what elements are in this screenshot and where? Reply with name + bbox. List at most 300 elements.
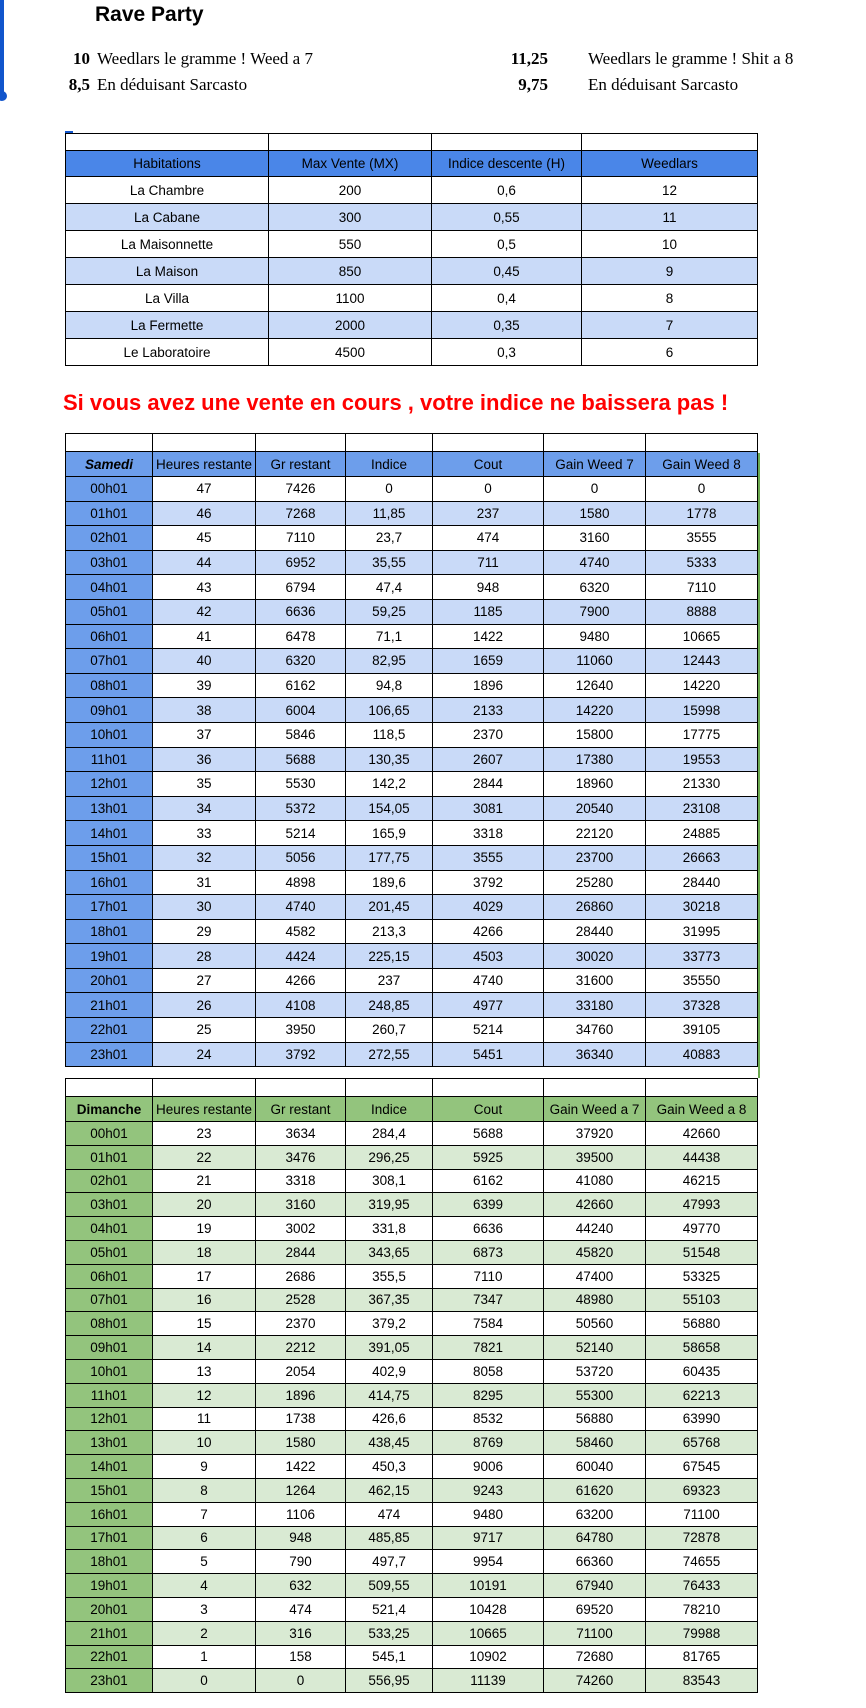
empty-cell[interactable]	[256, 1079, 346, 1097]
value-cell[interactable]: 35,55	[346, 550, 433, 575]
value-cell[interactable]: 6478	[256, 624, 346, 649]
value-cell[interactable]: 64780	[544, 1526, 646, 1550]
hour-cell[interactable]: 07h01	[66, 1288, 153, 1312]
value-cell[interactable]: 43	[153, 575, 256, 600]
value-cell[interactable]: 10428	[433, 1597, 544, 1621]
value-cell[interactable]: 23700	[544, 845, 646, 870]
hour-cell[interactable]: 08h01	[66, 1312, 153, 1336]
value-cell[interactable]: 4582	[256, 919, 346, 944]
value-cell[interactable]: 34	[153, 796, 256, 821]
value-cell[interactable]: 25280	[544, 870, 646, 895]
value-cell[interactable]: 37328	[646, 993, 758, 1018]
hour-cell[interactable]: 21h01	[66, 993, 153, 1018]
value-cell[interactable]: 74655	[646, 1550, 758, 1574]
value-cell[interactable]: 3318	[256, 1169, 346, 1193]
hour-cell[interactable]: 19h01	[66, 1574, 153, 1598]
hour-cell[interactable]: 05h01	[66, 599, 153, 624]
value-cell[interactable]: 6162	[256, 673, 346, 698]
value-cell[interactable]: 0	[544, 477, 646, 502]
value-cell[interactable]: 2607	[433, 747, 544, 772]
value-cell[interactable]: 2844	[256, 1240, 346, 1264]
value-cell[interactable]: 379,2	[346, 1312, 433, 1336]
value-cell[interactable]: 37	[153, 722, 256, 747]
value-cell[interactable]: 8	[153, 1478, 256, 1502]
hour-cell[interactable]: 07h01	[66, 649, 153, 674]
column-header[interactable]: Cout	[433, 452, 544, 477]
empty-cell[interactable]	[544, 1079, 646, 1097]
value-cell[interactable]: 31995	[646, 919, 758, 944]
hour-cell[interactable]: 20h01	[66, 968, 153, 993]
value-cell[interactable]: 260,7	[346, 1018, 433, 1043]
value-cell[interactable]: 7426	[256, 477, 346, 502]
empty-cell[interactable]	[346, 1079, 433, 1097]
value-cell[interactable]: 0,4	[432, 285, 582, 312]
value-cell[interactable]: 40	[153, 649, 256, 674]
value-cell[interactable]: 31	[153, 870, 256, 895]
value-cell[interactable]: 50560	[544, 1312, 646, 1336]
value-cell[interactable]: La Villa	[66, 285, 269, 312]
value-cell[interactable]: 18	[153, 1240, 256, 1264]
value-cell[interactable]: 21	[153, 1169, 256, 1193]
value-cell[interactable]: 59,25	[346, 599, 433, 624]
empty-cell[interactable]	[153, 434, 256, 452]
value-cell[interactable]: 200	[269, 177, 432, 204]
value-cell[interactable]: 0	[646, 477, 758, 502]
value-cell[interactable]: 24	[153, 1042, 256, 1067]
value-cell[interactable]: 16	[153, 1288, 256, 1312]
value-cell[interactable]: La Cabane	[66, 204, 269, 231]
value-cell[interactable]: 55300	[544, 1383, 646, 1407]
hour-cell[interactable]: 23h01	[66, 1669, 153, 1693]
value-cell[interactable]: 4503	[433, 944, 544, 969]
hour-cell[interactable]: 10h01	[66, 722, 153, 747]
value-cell[interactable]: Le Laboratoire	[66, 339, 269, 366]
value-cell[interactable]: 4500	[269, 339, 432, 366]
column-header[interactable]: Max Vente (MX)	[269, 151, 432, 177]
value-cell[interactable]: 5925	[433, 1145, 544, 1169]
value-cell[interactable]: 402,9	[346, 1359, 433, 1383]
value-cell[interactable]: 56880	[544, 1407, 646, 1431]
value-cell[interactable]: 14220	[646, 673, 758, 698]
value-cell[interactable]: 42660	[646, 1122, 758, 1146]
empty-cell[interactable]	[66, 134, 269, 151]
value-cell[interactable]: 74260	[544, 1669, 646, 1693]
column-header[interactable]: Gain Weed 8	[646, 452, 758, 477]
value-cell[interactable]: 17	[153, 1264, 256, 1288]
empty-cell[interactable]	[269, 134, 432, 151]
value-cell[interactable]: 39	[153, 673, 256, 698]
value-cell[interactable]: 106,65	[346, 698, 433, 723]
value-cell[interactable]: 14220	[544, 698, 646, 723]
value-cell[interactable]: 7821	[433, 1336, 544, 1360]
hour-cell[interactable]: 11h01	[66, 747, 153, 772]
value-cell[interactable]: 7110	[256, 526, 346, 551]
value-cell[interactable]: 201,45	[346, 895, 433, 920]
value-cell[interactable]: 53325	[646, 1264, 758, 1288]
value-cell[interactable]: 474	[346, 1502, 433, 1526]
value-cell[interactable]: 69520	[544, 1597, 646, 1621]
value-cell[interactable]: 8295	[433, 1383, 544, 1407]
hour-cell[interactable]: 13h01	[66, 796, 153, 821]
value-cell[interactable]: 2000	[269, 312, 432, 339]
value-cell[interactable]: 26663	[646, 845, 758, 870]
hour-cell[interactable]: 03h01	[66, 1193, 153, 1217]
value-cell[interactable]: 790	[256, 1550, 346, 1574]
column-header[interactable]: Indice	[346, 452, 433, 477]
value-cell[interactable]: 19553	[646, 747, 758, 772]
hour-cell[interactable]: 04h01	[66, 1217, 153, 1241]
value-cell[interactable]: 272,55	[346, 1042, 433, 1067]
value-cell[interactable]: 17380	[544, 747, 646, 772]
value-cell[interactable]: 300	[269, 204, 432, 231]
column-header[interactable]: Indice	[346, 1097, 433, 1122]
value-cell[interactable]: 34760	[544, 1018, 646, 1043]
value-cell[interactable]: 58460	[544, 1431, 646, 1455]
hour-cell[interactable]: 12h01	[66, 772, 153, 797]
value-cell[interactable]: 69323	[646, 1478, 758, 1502]
value-cell[interactable]: 0	[256, 1669, 346, 1693]
hour-cell[interactable]: 13h01	[66, 1431, 153, 1455]
empty-cell[interactable]	[66, 434, 153, 452]
value-cell[interactable]: 11,85	[346, 501, 433, 526]
value-cell[interactable]: 39500	[544, 1145, 646, 1169]
value-cell[interactable]: 1422	[256, 1455, 346, 1479]
value-cell[interactable]: 27	[153, 968, 256, 993]
value-cell[interactable]: 7900	[544, 599, 646, 624]
value-cell[interactable]: 51548	[646, 1240, 758, 1264]
value-cell[interactable]: 3555	[646, 526, 758, 551]
column-header[interactable]: Gr restant	[256, 1097, 346, 1122]
value-cell[interactable]: 9006	[433, 1455, 544, 1479]
value-cell[interactable]: 55103	[646, 1288, 758, 1312]
value-cell[interactable]: 60435	[646, 1359, 758, 1383]
hour-cell[interactable]: 09h01	[66, 698, 153, 723]
value-cell[interactable]: 23	[153, 1122, 256, 1146]
hour-cell[interactable]: 00h01	[66, 1122, 153, 1146]
value-cell[interactable]: 7584	[433, 1312, 544, 1336]
value-cell[interactable]: 308,1	[346, 1169, 433, 1193]
value-cell[interactable]: 6636	[256, 599, 346, 624]
value-cell[interactable]: 1896	[433, 673, 544, 698]
value-cell[interactable]: 71100	[646, 1502, 758, 1526]
empty-cell[interactable]	[432, 134, 582, 151]
value-cell[interactable]: 3792	[433, 870, 544, 895]
column-header[interactable]: Gain Weed a 8	[646, 1097, 758, 1122]
value-cell[interactable]: 5	[153, 1550, 256, 1574]
value-cell[interactable]: 0	[153, 1669, 256, 1693]
hour-cell[interactable]: 16h01	[66, 870, 153, 895]
value-cell[interactable]: 6952	[256, 550, 346, 575]
value-cell[interactable]: 83543	[646, 1669, 758, 1693]
value-cell[interactable]: 41	[153, 624, 256, 649]
value-cell[interactable]: 21330	[646, 772, 758, 797]
value-cell[interactable]: 47993	[646, 1193, 758, 1217]
value-cell[interactable]: 52140	[544, 1336, 646, 1360]
value-cell[interactable]: 9480	[544, 624, 646, 649]
value-cell[interactable]: 19	[153, 1217, 256, 1241]
value-cell[interactable]: 17775	[646, 722, 758, 747]
hour-cell[interactable]: 17h01	[66, 895, 153, 920]
empty-cell[interactable]	[153, 1079, 256, 1097]
value-cell[interactable]: 46215	[646, 1169, 758, 1193]
hour-cell[interactable]: 18h01	[66, 919, 153, 944]
value-cell[interactable]: 26	[153, 993, 256, 1018]
value-cell[interactable]: 948	[256, 1526, 346, 1550]
hour-cell[interactable]: 01h01	[66, 501, 153, 526]
column-header[interactable]: Habitations	[66, 151, 269, 177]
value-cell[interactable]: 0,3	[432, 339, 582, 366]
value-cell[interactable]: 53720	[544, 1359, 646, 1383]
value-cell[interactable]: 37920	[544, 1122, 646, 1146]
value-cell[interactable]: 225,15	[346, 944, 433, 969]
empty-cell[interactable]	[433, 434, 544, 452]
value-cell[interactable]: 296,25	[346, 1145, 433, 1169]
value-cell[interactable]: 177,75	[346, 845, 433, 870]
value-cell[interactable]: 28440	[646, 870, 758, 895]
value-cell[interactable]: La Chambre	[66, 177, 269, 204]
value-cell[interactable]: 3476	[256, 1145, 346, 1169]
value-cell[interactable]: 9	[153, 1455, 256, 1479]
value-cell[interactable]: 237	[346, 968, 433, 993]
value-cell[interactable]: 7110	[433, 1264, 544, 1288]
value-cell[interactable]: 10	[153, 1431, 256, 1455]
value-cell[interactable]: 474	[433, 526, 544, 551]
value-cell[interactable]: 2370	[256, 1312, 346, 1336]
value-cell[interactable]: 4029	[433, 895, 544, 920]
value-cell[interactable]: 1264	[256, 1478, 346, 1502]
value-cell[interactable]: 1778	[646, 501, 758, 526]
value-cell[interactable]: 0,5	[432, 231, 582, 258]
value-cell[interactable]: 28	[153, 944, 256, 969]
hour-cell[interactable]: 21h01	[66, 1621, 153, 1645]
value-cell[interactable]: La Fermette	[66, 312, 269, 339]
value-cell[interactable]: 5214	[433, 1018, 544, 1043]
value-cell[interactable]: 31600	[544, 968, 646, 993]
value-cell[interactable]: 15800	[544, 722, 646, 747]
value-cell[interactable]: 76433	[646, 1574, 758, 1598]
value-cell[interactable]: 71,1	[346, 624, 433, 649]
value-cell[interactable]: 1580	[544, 501, 646, 526]
value-cell[interactable]: 9243	[433, 1478, 544, 1502]
value-cell[interactable]: 44	[153, 550, 256, 575]
value-cell[interactable]: 142,2	[346, 772, 433, 797]
value-cell[interactable]: 1	[153, 1645, 256, 1669]
value-cell[interactable]: 36	[153, 747, 256, 772]
value-cell[interactable]: 11060	[544, 649, 646, 674]
value-cell[interactable]: 25	[153, 1018, 256, 1043]
value-cell[interactable]: 509,55	[346, 1574, 433, 1598]
value-cell[interactable]: 521,4	[346, 1597, 433, 1621]
value-cell[interactable]: 474	[256, 1597, 346, 1621]
value-cell[interactable]: 10	[582, 231, 758, 258]
value-cell[interactable]: 13	[153, 1359, 256, 1383]
value-cell[interactable]: 9	[582, 258, 758, 285]
value-cell[interactable]: 0,6	[432, 177, 582, 204]
value-cell[interactable]: 3634	[256, 1122, 346, 1146]
hour-cell[interactable]: 02h01	[66, 1169, 153, 1193]
value-cell[interactable]: 8058	[433, 1359, 544, 1383]
hour-cell[interactable]: 20h01	[66, 1597, 153, 1621]
value-cell[interactable]: 414,75	[346, 1383, 433, 1407]
value-cell[interactable]: 316	[256, 1621, 346, 1645]
value-cell[interactable]: 4424	[256, 944, 346, 969]
value-cell[interactable]: 60040	[544, 1455, 646, 1479]
value-cell[interactable]: 3160	[544, 526, 646, 551]
value-cell[interactable]: 12	[153, 1383, 256, 1407]
value-cell[interactable]: 6320	[256, 649, 346, 674]
empty-cell[interactable]	[544, 434, 646, 452]
value-cell[interactable]: 632	[256, 1574, 346, 1598]
value-cell[interactable]: 35	[153, 772, 256, 797]
value-cell[interactable]: 12443	[646, 649, 758, 674]
value-cell[interactable]: 4740	[256, 895, 346, 920]
value-cell[interactable]: 426,6	[346, 1407, 433, 1431]
value-cell[interactable]: 30218	[646, 895, 758, 920]
value-cell[interactable]: 10902	[433, 1645, 544, 1669]
value-cell[interactable]: 8888	[646, 599, 758, 624]
value-cell[interactable]: 2370	[433, 722, 544, 747]
value-cell[interactable]: 3318	[433, 821, 544, 846]
value-cell[interactable]: 5333	[646, 550, 758, 575]
value-cell[interactable]: 485,85	[346, 1526, 433, 1550]
value-cell[interactable]: 533,25	[346, 1621, 433, 1645]
value-cell[interactable]: 28440	[544, 919, 646, 944]
value-cell[interactable]: 3792	[256, 1042, 346, 1067]
value-cell[interactable]: 72680	[544, 1645, 646, 1669]
empty-cell[interactable]	[646, 434, 758, 452]
value-cell[interactable]: 556,95	[346, 1669, 433, 1693]
hour-cell[interactable]: 03h01	[66, 550, 153, 575]
value-cell[interactable]: 22	[153, 1145, 256, 1169]
value-cell[interactable]: 47400	[544, 1264, 646, 1288]
value-cell[interactable]: 11	[582, 204, 758, 231]
value-cell[interactable]: 3160	[256, 1193, 346, 1217]
value-cell[interactable]: 6320	[544, 575, 646, 600]
value-cell[interactable]: 4898	[256, 870, 346, 895]
value-cell[interactable]: 6636	[433, 1217, 544, 1241]
value-cell[interactable]: 3	[153, 1597, 256, 1621]
value-cell[interactable]: 711	[433, 550, 544, 575]
column-header[interactable]: Gr restant	[256, 452, 346, 477]
value-cell[interactable]: 44240	[544, 1217, 646, 1241]
day-label[interactable]: Dimanche	[66, 1097, 153, 1122]
value-cell[interactable]: 1185	[433, 599, 544, 624]
value-cell[interactable]: 1659	[433, 649, 544, 674]
value-cell[interactable]: 4740	[433, 968, 544, 993]
value-cell[interactable]: 15998	[646, 698, 758, 723]
hour-cell[interactable]: 18h01	[66, 1550, 153, 1574]
hour-cell[interactable]: 12h01	[66, 1407, 153, 1431]
value-cell[interactable]: 12640	[544, 673, 646, 698]
value-cell[interactable]: 3002	[256, 1217, 346, 1241]
value-cell[interactable]: 6	[582, 339, 758, 366]
value-cell[interactable]: 7110	[646, 575, 758, 600]
value-cell[interactable]: 7	[582, 312, 758, 339]
value-cell[interactable]: 72878	[646, 1526, 758, 1550]
value-cell[interactable]: 2	[153, 1621, 256, 1645]
value-cell[interactable]: 6162	[433, 1169, 544, 1193]
day-label[interactable]: Samedi	[66, 452, 153, 477]
hour-cell[interactable]: 01h01	[66, 1145, 153, 1169]
value-cell[interactable]: 44438	[646, 1145, 758, 1169]
value-cell[interactable]: 6873	[433, 1240, 544, 1264]
value-cell[interactable]: 0	[346, 477, 433, 502]
value-cell[interactable]: 26860	[544, 895, 646, 920]
value-cell[interactable]: 36340	[544, 1042, 646, 1067]
value-cell[interactable]: 948	[433, 575, 544, 600]
value-cell[interactable]: 56880	[646, 1312, 758, 1336]
value-cell[interactable]: 6	[153, 1526, 256, 1550]
column-header[interactable]: Gain Weed a 7	[544, 1097, 646, 1122]
value-cell[interactable]: 94,8	[346, 673, 433, 698]
value-cell[interactable]: 48980	[544, 1288, 646, 1312]
hour-cell[interactable]: 15h01	[66, 1478, 153, 1502]
value-cell[interactable]: 30020	[544, 944, 646, 969]
value-cell[interactable]: 850	[269, 258, 432, 285]
value-cell[interactable]: 3950	[256, 1018, 346, 1043]
value-cell[interactable]: 189,6	[346, 870, 433, 895]
value-cell[interactable]: 4108	[256, 993, 346, 1018]
value-cell[interactable]: 0,35	[432, 312, 582, 339]
value-cell[interactable]: 47,4	[346, 575, 433, 600]
value-cell[interactable]: 367,35	[346, 1288, 433, 1312]
value-cell[interactable]: 0	[433, 477, 544, 502]
value-cell[interactable]: 118,5	[346, 722, 433, 747]
value-cell[interactable]: 45	[153, 526, 256, 551]
value-cell[interactable]: 1422	[433, 624, 544, 649]
value-cell[interactable]: 9717	[433, 1526, 544, 1550]
value-cell[interactable]: 391,05	[346, 1336, 433, 1360]
hour-cell[interactable]: 22h01	[66, 1018, 153, 1043]
value-cell[interactable]: 331,8	[346, 1217, 433, 1241]
value-cell[interactable]: 4	[153, 1574, 256, 1598]
value-cell[interactable]: 47	[153, 477, 256, 502]
value-cell[interactable]: 2844	[433, 772, 544, 797]
value-cell[interactable]: 8769	[433, 1431, 544, 1455]
value-cell[interactable]: 18960	[544, 772, 646, 797]
hour-cell[interactable]: 10h01	[66, 1359, 153, 1383]
value-cell[interactable]: 63990	[646, 1407, 758, 1431]
value-cell[interactable]: 4977	[433, 993, 544, 1018]
value-cell[interactable]: 319,95	[346, 1193, 433, 1217]
hour-cell[interactable]: 06h01	[66, 624, 153, 649]
value-cell[interactable]: 6399	[433, 1193, 544, 1217]
value-cell[interactable]: 1106	[256, 1502, 346, 1526]
value-cell[interactable]: 248,85	[346, 993, 433, 1018]
value-cell[interactable]: 46	[153, 501, 256, 526]
value-cell[interactable]: 4266	[433, 919, 544, 944]
value-cell[interactable]: 58658	[646, 1336, 758, 1360]
hour-cell[interactable]: 08h01	[66, 673, 153, 698]
value-cell[interactable]: 154,05	[346, 796, 433, 821]
value-cell[interactable]: 40883	[646, 1042, 758, 1067]
value-cell[interactable]: 35550	[646, 968, 758, 993]
value-cell[interactable]: 67940	[544, 1574, 646, 1598]
empty-cell[interactable]	[582, 134, 758, 151]
empty-cell[interactable]	[433, 1079, 544, 1097]
value-cell[interactable]: 41080	[544, 1169, 646, 1193]
value-cell[interactable]: 24885	[646, 821, 758, 846]
value-cell[interactable]: 67545	[646, 1455, 758, 1479]
hour-cell[interactable]: 15h01	[66, 845, 153, 870]
value-cell[interactable]: 462,15	[346, 1478, 433, 1502]
hour-cell[interactable]: 16h01	[66, 1502, 153, 1526]
value-cell[interactable]: 3555	[433, 845, 544, 870]
value-cell[interactable]: 62213	[646, 1383, 758, 1407]
value-cell[interactable]: 78210	[646, 1597, 758, 1621]
value-cell[interactable]: 2212	[256, 1336, 346, 1360]
hour-cell[interactable]: 23h01	[66, 1042, 153, 1067]
